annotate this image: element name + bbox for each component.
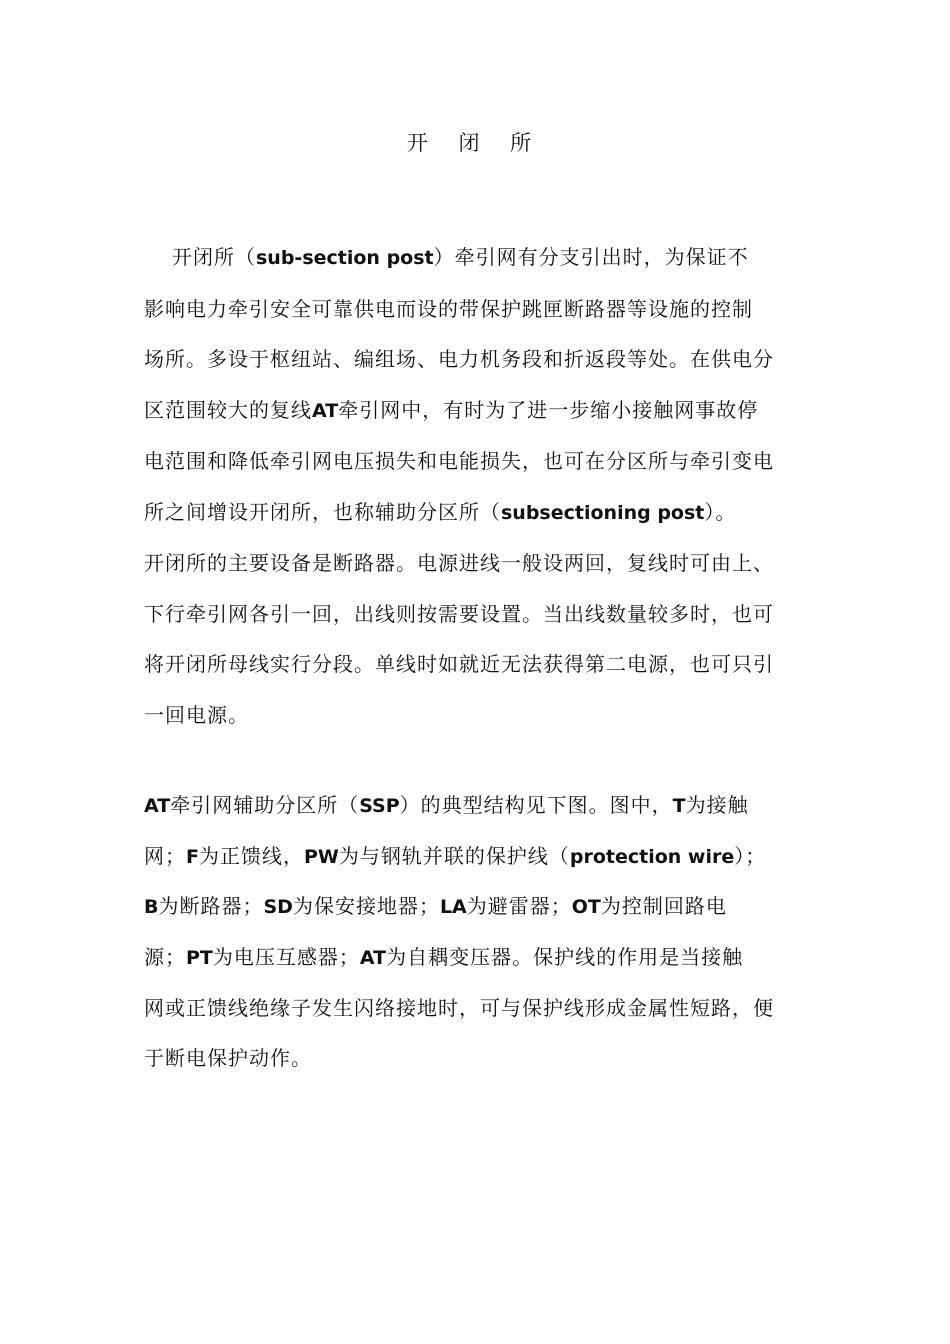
paragraph-line: 所之间增设开闭所，也称辅助分区所（subsectioning post）。	[144, 499, 737, 524]
paragraph-line: 源；PT为电压互感器；AT为自耦变压器。保护线的作用是当接触	[144, 945, 744, 970]
paragraph-line: 网或正馈线绝缘子发生闪络接地时，可与保护线形成金属性短路，便	[144, 995, 774, 1020]
paragraph-line: B为断路器；SD为保安接地器；LA为避雷器；OT为控制回路电	[144, 894, 727, 919]
document-title: 开 闭 所	[406, 131, 544, 155]
paragraph-line: 开闭所的主要设备是断路器。电源进线一般设两回，复线时可由上、	[144, 551, 774, 575]
paragraph-line: AT牵引网辅助分区所（SSP）的典型结构见下图。图中，T为接触	[144, 793, 749, 817]
paragraph-ssp-structure	[144, 781, 808, 1083]
paragraph-line: 开闭所（sub-section post）牵引网有分支引出时，为保证不	[172, 245, 749, 269]
paragraph-line: 于断电保护动作。	[144, 1045, 312, 1070]
paragraph-line: 将开闭所母线实行分段。单线时如就近无法获得第二电源，也可只引	[144, 652, 774, 676]
paragraph-line: 区范围较大的复线AT牵引网中，有时为了进一步缩小接触网事故停	[144, 397, 759, 422]
paragraph-line: 影响电力牵引安全可靠供电而设的带保护跳匣断路器等设施的控制	[144, 296, 753, 321]
paragraph-line: 场所。多设于枢纽站、编组场、电力机务段和折返段等处。在供电分	[144, 347, 774, 371]
paragraph-line: 下行牵引网各引一回，出线则按需要设置。当出线数量较多时，也可	[144, 601, 774, 626]
paragraph-line: 一回电源。	[144, 702, 249, 727]
paragraph-open-close-station	[144, 232, 808, 740]
paragraph-line: 电范围和降低牵引网电压损失和电能损失，也可在分区所与牵引变电	[144, 449, 774, 473]
paragraph-line: 网；F为正馈线，PW为与钢轨并联的保护线（protection wire）；	[144, 843, 767, 868]
